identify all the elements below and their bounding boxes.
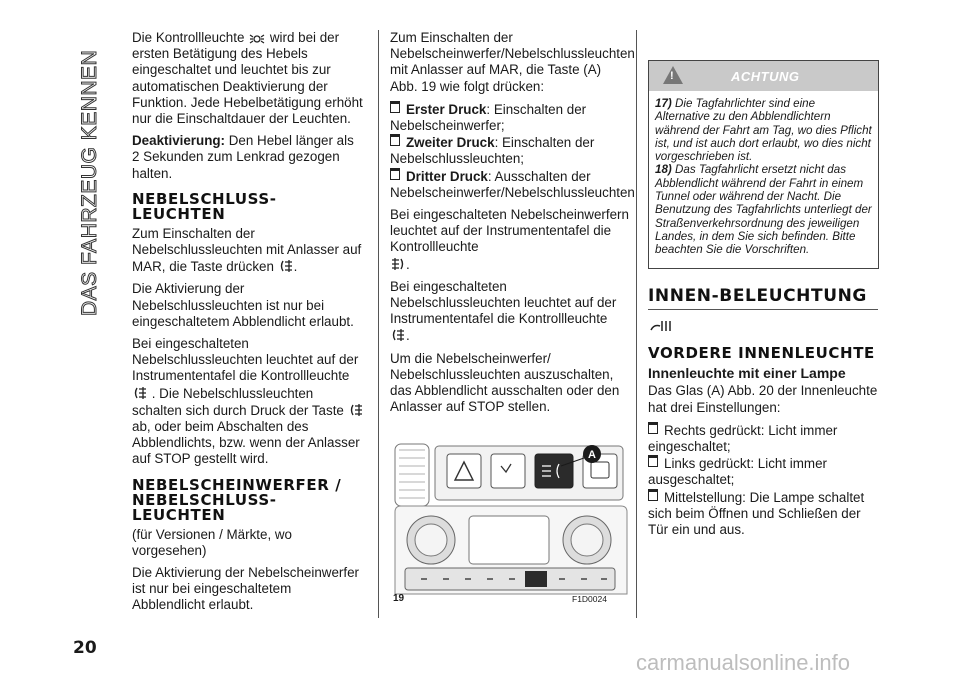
paragraph: Die Aktivierung der Nebelscheinwerfer ist nur bei eingeschaltetem Abblendlicht erlaubt. <box>132 565 360 613</box>
list-item <box>648 422 880 455</box>
paragraph: Das Glas (A) Abb. 20 der Innenleuchte hat drei Einstellungen: <box>648 383 878 415</box>
bullet-icon <box>648 455 658 467</box>
bullet-icon <box>390 168 400 180</box>
warning-header <box>649 61 878 91</box>
paragraph: Bei eingeschalteten Nebelscheinwerfern leuchtet auf der Instrumententafel die Kontrollleuchte . <box>390 207 629 272</box>
text-bold: Zweiter Druck <box>406 135 495 151</box>
rear-fog-light-icon <box>132 385 148 401</box>
paragraph: Zum Einschalten der Nebelschlussleuchten mit Anlasser auf MAR, die Taste drücken . <box>132 225 362 275</box>
rear-fog-light-icon <box>348 402 364 418</box>
warning-triangle-icon <box>663 66 683 84</box>
section-heading: INNEN-BELEUCHTUNG <box>648 286 867 306</box>
paragraph <box>132 30 364 127</box>
text: wird bei der ersten Betätigung des Hebels eingeschaltet und leuchtet bis zur automatischen Deaktivierung der Funktion. Jede Hebelbetätigung erhöht nur die Einschaltdauer der Leuchten. <box>132 30 363 127</box>
text: ab, oder beim Abschalten des Abblendlichts, bzw. wenn der Anlasser auf STOP gestellt wird. <box>132 419 360 467</box>
text-bold: Erster Druck <box>406 101 487 117</box>
bullet-icon <box>390 101 400 113</box>
paragraph: Die Aktivierung der Nebelschlussleuchten ist nur bei eingeschaltetem Abblendlicht erlaubt. <box>132 281 354 329</box>
note-number: 17) <box>655 97 672 110</box>
text: Die Kontrollleuchte <box>132 30 245 45</box>
text-bold: Dritter Druck <box>406 168 488 184</box>
list-item <box>648 455 880 488</box>
divider <box>648 309 878 310</box>
text: : Einschalten der Nebelscheinwerfer; <box>390 101 587 134</box>
column-3 <box>648 288 880 538</box>
bullet-icon <box>648 489 658 501</box>
paragraph <box>132 133 364 182</box>
figure-19-dashboard-buttons <box>391 436 630 601</box>
text: Links gedrückt: Licht immer ausgeschaltet; <box>648 456 827 488</box>
figure-code: F1D0024 <box>572 594 607 604</box>
warning-item <box>655 163 872 256</box>
subsection-heading: Innenleuchte mit einer Lampe <box>648 365 846 382</box>
list-item <box>390 134 630 167</box>
rear-fog-light-icon <box>278 258 294 274</box>
text: : Einschalten der Nebelschlussleuchten; <box>390 135 595 167</box>
text: Rechts gedrückt: Licht immer eingeschaltet; <box>648 422 838 455</box>
watermark: carmanualsonline.info <box>636 650 851 675</box>
list-item <box>648 489 880 539</box>
figure-number: 19 <box>393 593 405 604</box>
column-1 <box>132 30 364 620</box>
page-number: 20 <box>73 638 97 658</box>
callout-label-a: A <box>588 449 596 461</box>
section-heading: NEBELSCHLUSS-LEUCHTEN <box>132 189 277 223</box>
paragraph: (für Versionen / Märkte, wo vorgesehen) <box>132 526 293 558</box>
text: Zum Einschalten der Nebelschlussleuchten mit Anlasser auf MAR, die Taste drücken <box>132 225 362 275</box>
text: Die Tagfahrlichter sind eine Alternative zu den Abblendlichtern während der Fahrt am Tag, wo dies Pflicht ist, und ist auch dort erlaubt, wo dies nicht vorgeschrieben ist. <box>655 97 872 164</box>
text: Bei eingeschalteten Nebelschlussleuchten leuchtet auf der Instrumententafel die Kontrollleuchte <box>390 278 617 327</box>
text: Bei eingeschalteten Nebelscheinwerfern leuchtet auf der Instrumententafel die Kontrollleuchte <box>390 207 629 255</box>
interior-light-icon <box>648 318 880 340</box>
daytime-running-light-icon <box>248 33 266 45</box>
paragraph: Um die Nebelscheinwerfer/ Nebelschlussleuchten auszuschalten, das Abblendlicht ausschalten oder den Anlasser auf STOP stellen. <box>390 350 620 415</box>
section-heading: VORDERE INNENLEUCHTE <box>648 344 875 363</box>
column-divider <box>636 30 637 618</box>
paragraph <box>132 336 364 468</box>
warning-box <box>648 60 879 269</box>
dashboard-illustration <box>391 436 630 596</box>
section-side-title <box>78 46 100 316</box>
text: Das Tagfahrlicht ersetzt nicht das Abblendlicht während der Fahrt in einem Tunnel oder während der Nacht. Die Benutzung des Tagfahrlichts unterliegt der Straßenverkehrsordnung des jeweiligen Landes, in dem Sie sich befinden. Bitte beachten Sie die Vorschriften. <box>655 163 872 257</box>
front-fog-light-icon <box>390 256 406 272</box>
text: Den Hebel länger als 2 Sekunden zum Lenkrad gezogen halten. <box>132 133 354 181</box>
bullet-icon <box>390 134 400 146</box>
bullet-icon <box>648 422 658 434</box>
list-item <box>390 101 630 134</box>
text-bold: Deaktivierung: <box>132 133 226 149</box>
text: . Die Nebelschlussleuchten schalten sich durch Druck der Taste <box>132 385 344 418</box>
section-heading: NEBELSCHEINWERFER / NEBELSCHLUSS-LEUCHTEN <box>132 475 342 524</box>
text: Bei eingeschalteten Nebelschlussleuchten leuchtet auf der Instrumententafel die Kontrollleuchte <box>132 336 359 384</box>
column-divider <box>378 30 379 618</box>
note-number: 18) <box>655 163 672 177</box>
text: Mittelstellung: Die Lampe schaltet sich beim Öffnen und Schließen der Tür ein und aus. <box>648 489 865 538</box>
paragraph: Zum Einschalten der Nebelscheinwerfer/Nebelschlussleuchten mit Anlasser auf MAR, die Taste (A) Abb. 19 wie folgt drücken: <box>390 30 635 94</box>
list-item <box>390 168 635 201</box>
side-title-text: DAS FAHRZEUG KENNEN <box>78 49 101 316</box>
paragraph: Bei eingeschalteten Nebelschlussleuchten leuchtet auf der Instrumententafel die Kontrollleuchte . <box>390 278 617 344</box>
warning-item <box>655 97 872 163</box>
rear-fog-light-icon <box>390 327 406 343</box>
column-2 <box>390 30 635 421</box>
warning-title: ACHTUNG <box>731 69 800 84</box>
text: : Ausschalten der Nebelscheinwerfer/Nebelschlussleuchten <box>390 168 635 200</box>
warning-body <box>649 91 878 257</box>
